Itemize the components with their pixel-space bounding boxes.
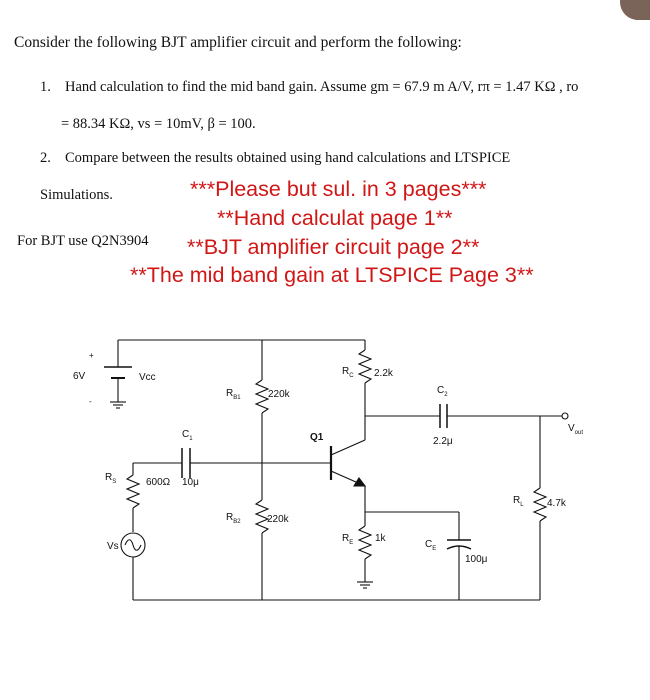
c1-value: 10μ	[182, 477, 199, 488]
vout-subscript: out	[574, 430, 584, 436]
rl-label: R	[513, 495, 521, 506]
rl-subscript: L	[520, 502, 524, 508]
question-2-line-1: Compare between the results obtained using hand calculations and LTSPICE	[65, 150, 511, 166]
rl-zigzag	[534, 488, 546, 521]
rs-label: R	[105, 472, 113, 483]
ce-label: C	[425, 539, 433, 550]
rb2-subscript: B2	[233, 519, 241, 525]
vout-label: V	[568, 423, 575, 434]
question-1-line-2: = 88.34 KΩ, vs = 10mV, β = 100.	[61, 116, 256, 132]
svg-text:C2	[437, 385, 448, 398]
question-1-number: 1.	[40, 79, 51, 95]
c1-label: C	[182, 429, 190, 440]
rs-value: 600Ω	[146, 477, 171, 488]
vs-sine-wave	[125, 540, 141, 551]
rb1-label: R	[226, 388, 234, 399]
rs-subscript: S	[112, 479, 117, 485]
re-value: 1k	[375, 533, 386, 544]
vcc-label: Vcc	[139, 372, 156, 383]
svg-text:RC	[342, 366, 354, 379]
rb2-value: 220k	[267, 514, 289, 525]
rb1-zigzag	[256, 380, 268, 413]
supply-voltage-label: 6V	[73, 371, 86, 382]
q1-label: Q1	[310, 432, 324, 443]
rb2-label: R	[226, 512, 234, 523]
question-2-number: 2.	[40, 150, 51, 166]
supply-minus-sign: -	[89, 397, 92, 406]
c1-subscript: 1	[189, 436, 193, 442]
rc-value: 2.2k	[374, 368, 393, 379]
re-label: R	[342, 533, 350, 544]
intro-text: Consider the following BJT amplifier circuit and perform the following:	[14, 34, 462, 51]
svg-text:RE	[342, 533, 353, 546]
c2-value: 2.2μ	[433, 436, 453, 447]
rb1-value: 220k	[268, 389, 290, 400]
rb1-subscript: B1	[233, 395, 241, 401]
ce-value: 100μ	[465, 554, 488, 565]
re-zigzag	[359, 526, 371, 559]
ce-subscript: E	[432, 546, 437, 552]
svg-text:RL	[513, 495, 524, 508]
rc-zigzag	[359, 350, 371, 383]
svg-text:RB1	[226, 388, 241, 401]
vout-terminal	[562, 413, 568, 419]
rc-subscript: C	[349, 373, 354, 379]
bjt-note: For BJT use Q2N3904	[17, 233, 149, 249]
svg-text:Vout	[568, 423, 583, 436]
c2-label: C	[437, 385, 445, 396]
handwritten-note-hand-calc: **Hand calculat page 1**	[217, 206, 453, 230]
handwritten-note-ltspice: **The mid band gain at LTSPICE Page 3**	[130, 263, 534, 287]
question-1-line-1: Hand calculation to find the mid band gain. Assume gm = 67.9 m A/V, rπ = 1.47 KΩ , ro	[65, 79, 579, 95]
svg-text:CE	[425, 539, 436, 552]
svg-text:RB2	[226, 512, 241, 525]
svg-text:RS	[105, 472, 116, 485]
supply-plus-sign: +	[89, 351, 94, 360]
question-2-line-2: Simulations.	[40, 187, 113, 203]
rl-value: 4.7k	[547, 498, 566, 509]
handwritten-note-pages: ***Please but sul. in 3 pages***	[190, 177, 487, 201]
vs-label: Vs	[107, 541, 119, 552]
svg-text:C1	[182, 429, 193, 442]
c2-subscript: 2	[444, 392, 448, 398]
rc-label: R	[342, 366, 350, 377]
handwritten-note-circuit: **BJT amplifier circuit page 2**	[187, 235, 480, 259]
rs-zigzag	[127, 475, 139, 508]
re-subscript: E	[349, 540, 354, 546]
transistor-collector-lead	[331, 440, 365, 455]
